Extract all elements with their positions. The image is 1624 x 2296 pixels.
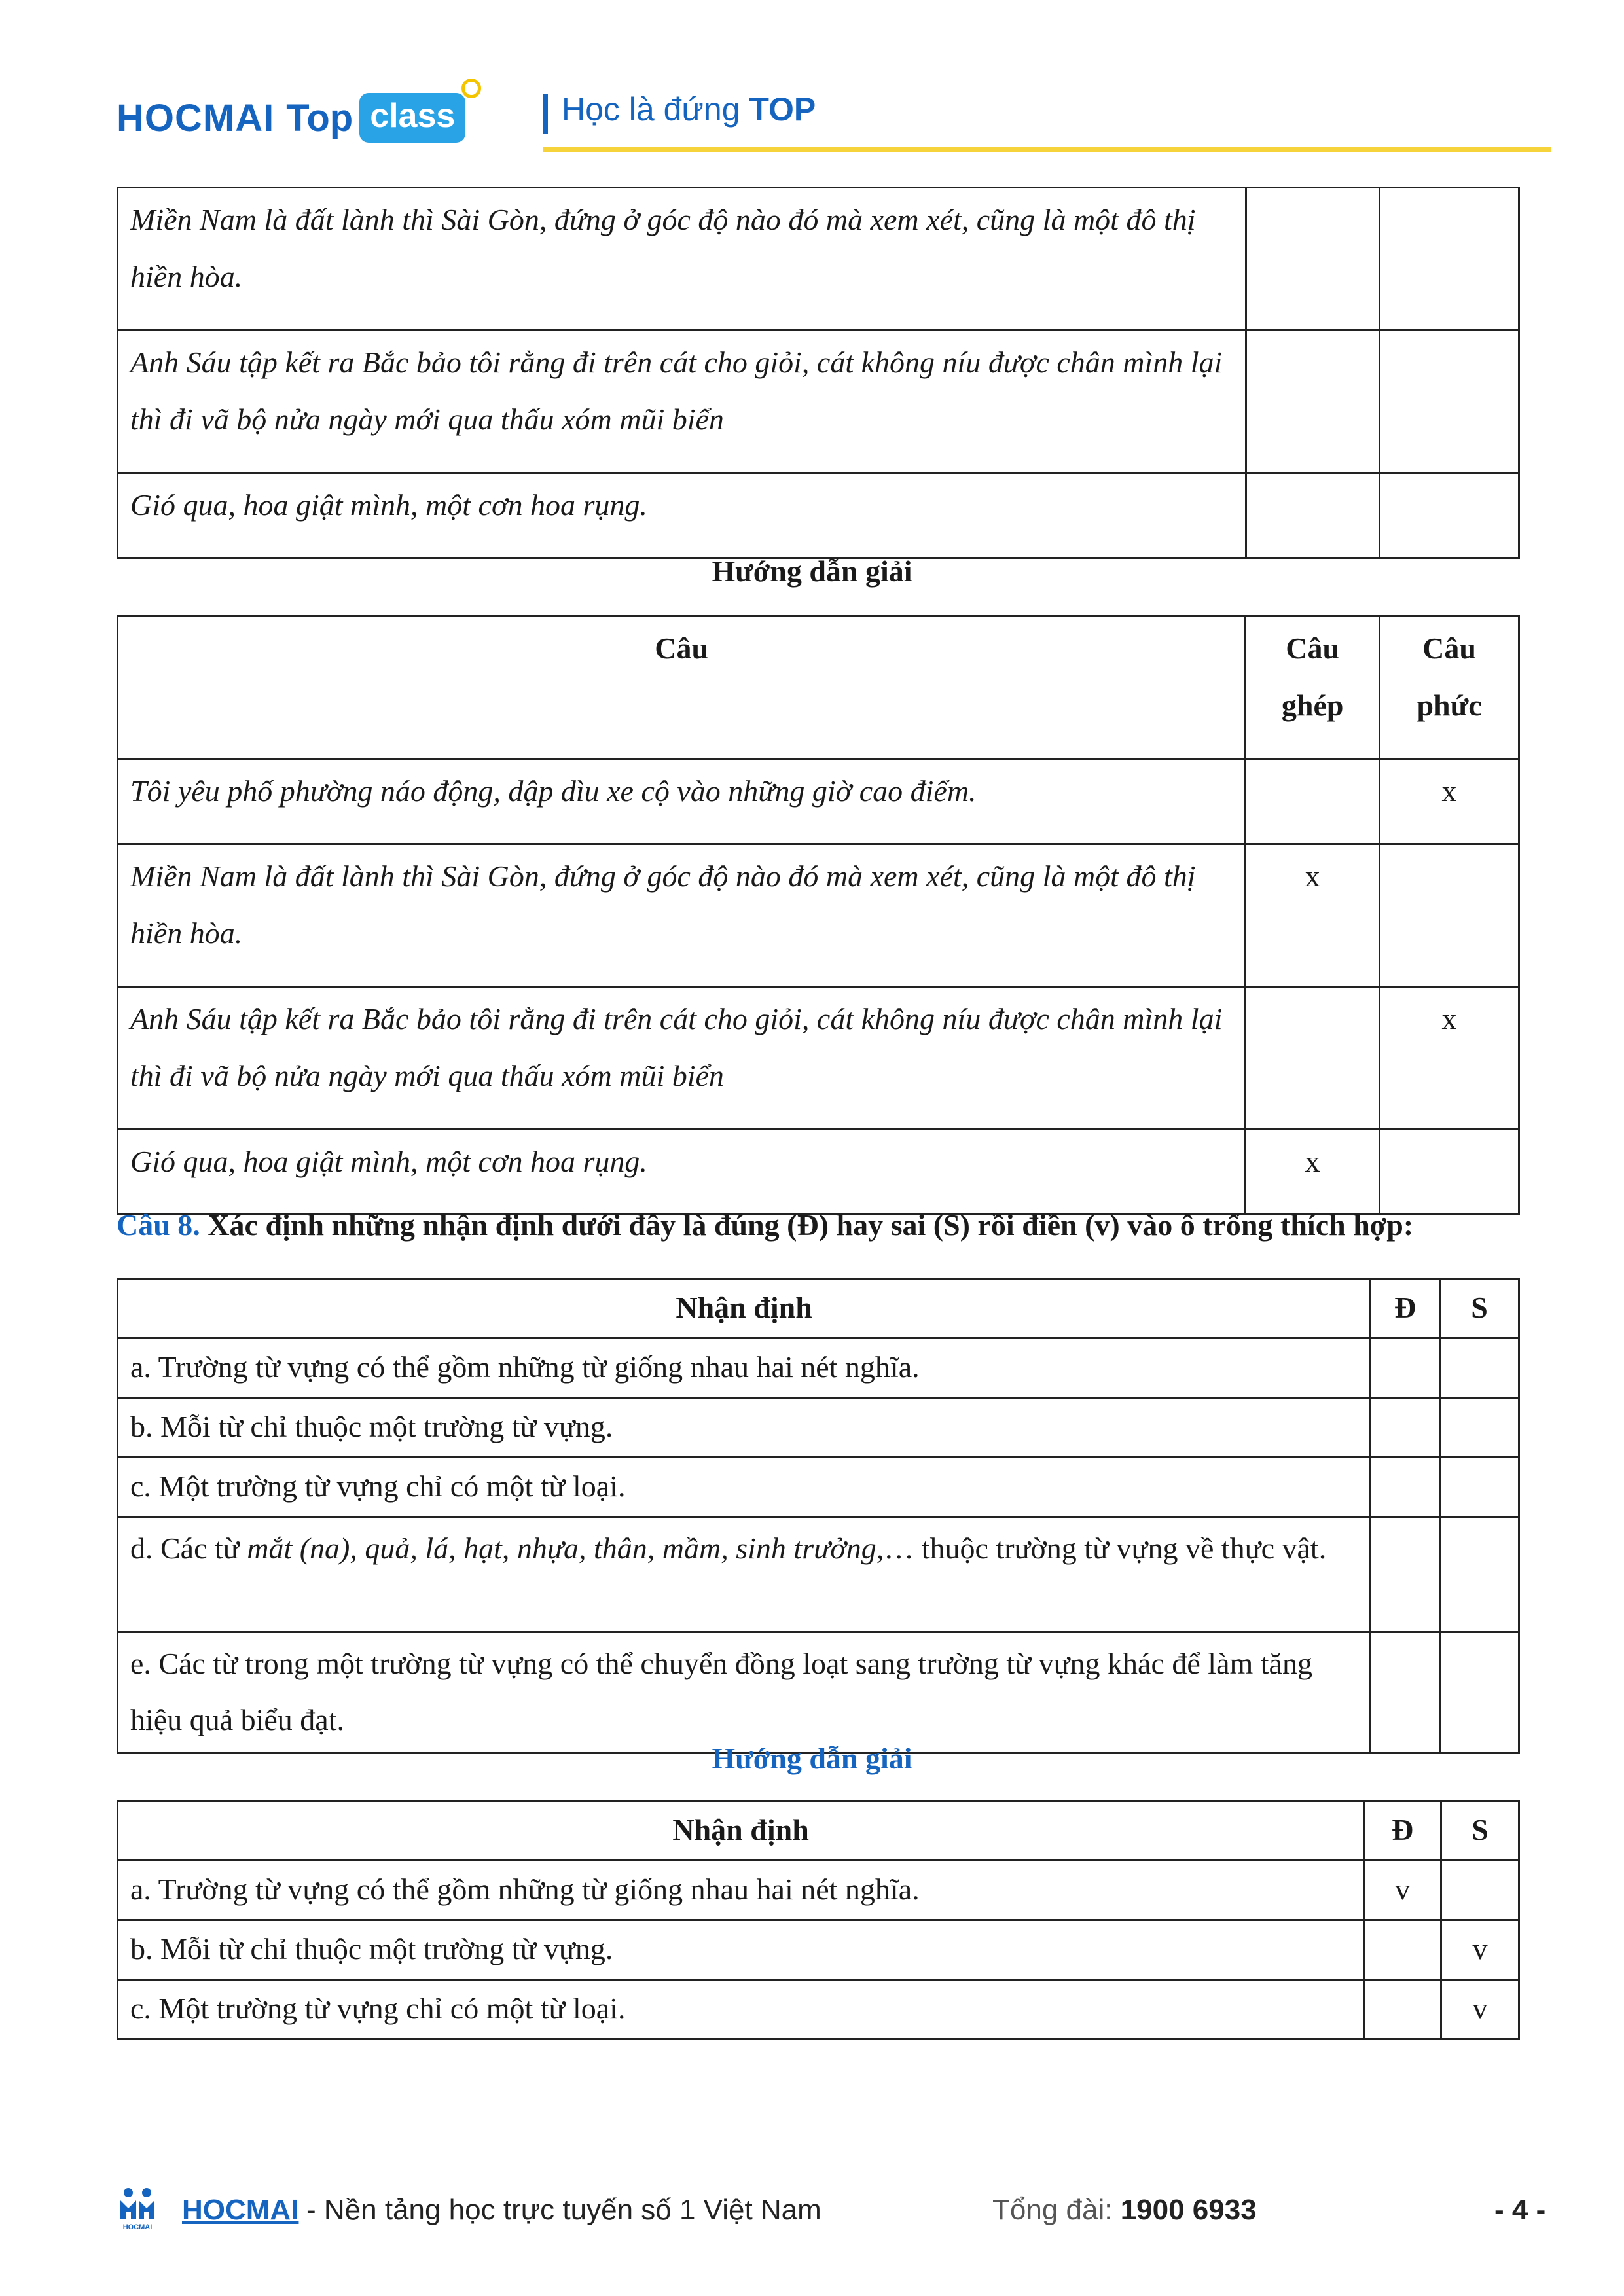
column-header-dung: Đ: [1364, 1801, 1441, 1861]
answer-cell-ghep[interactable]: [1246, 188, 1380, 331]
answer-cell-dung[interactable]: [1371, 1338, 1440, 1398]
mark-cell-dung: v: [1364, 1861, 1441, 1920]
answer-cell-sai[interactable]: [1440, 1398, 1519, 1458]
answer-cell-sai[interactable]: [1440, 1458, 1519, 1517]
table-row: [118, 1338, 1519, 1398]
question-8: [117, 1208, 1413, 1242]
sentence-cell: Anh Sáu tập kết ra Bắc bảo tôi rằng đi trên cát cho giỏi, cát không níu được chân mình lại thì đi vã bộ nửa ngày mới qua thấu xóm mũi biển: [118, 987, 1246, 1130]
statement-d-prefix: d. Các từ: [130, 1532, 247, 1565]
table-header-row: [118, 1279, 1519, 1338]
answer-cell-phuc[interactable]: [1380, 473, 1519, 558]
sentence-cell: Tôi yêu phố phường náo động, dập dìu xe cộ vào những giờ cao điểm.: [118, 759, 1246, 844]
table-row: [118, 1632, 1519, 1753]
exercise-table-statements: [117, 1278, 1520, 1754]
answer-cell-ghep[interactable]: [1246, 331, 1380, 473]
answer-cell-dung[interactable]: [1371, 1398, 1440, 1458]
footer-slogan: - Nền tảng học trực tuyến số 1 Việt Nam: [306, 2194, 821, 2226]
table-row: [118, 1398, 1519, 1458]
tagline-divider: [543, 94, 548, 134]
statement-cell: b. Mỗi từ chỉ thuộc một trường từ vựng.: [118, 1920, 1364, 1980]
sentence-cell: Miền Nam là đất lành thì Sài Gòn, đứng ở góc độ nào đó mà xem xét, cũng là một đô thị hiền hòa.: [118, 188, 1246, 331]
table-row: [118, 1861, 1519, 1920]
statement-cell: c. Một trường từ vựng chỉ có một từ loại.: [118, 1458, 1371, 1517]
answer-cell-sai[interactable]: [1440, 1338, 1519, 1398]
column-header-sai: S: [1441, 1801, 1519, 1861]
statement-cell: e. Các từ trong một trường từ vựng có thể chuyển đồng loạt sang trường từ vựng khác để làm tăng hiệu quả biểu đạt.: [118, 1632, 1371, 1753]
table-header-row: [118, 1801, 1519, 1861]
sentence-cell: Gió qua, hoa giật mình, một cơn hoa rụng.: [118, 1130, 1246, 1215]
mark-cell-ghep: [1246, 987, 1380, 1130]
mark-cell-phuc: [1380, 1130, 1519, 1215]
mark-cell-sai: v: [1441, 1920, 1519, 1980]
footer-brand-link[interactable]: HOCMAI: [182, 2194, 299, 2226]
icon-caption: HOCMAI: [122, 2223, 153, 2231]
sun-icon: [461, 79, 481, 98]
answer-cell-phuc[interactable]: [1380, 331, 1519, 473]
page-footer: [0, 2186, 1624, 2245]
mark-cell-sai: [1441, 1861, 1519, 1920]
statement-cell: c. Một trường từ vựng chỉ có một từ loại.: [118, 1980, 1364, 2039]
mark-cell-phuc: x: [1380, 759, 1519, 844]
solution-table-sentences: [117, 615, 1520, 1215]
statement-cell: [118, 1517, 1371, 1632]
solution-heading-2: Hướng dẫn giải: [712, 1742, 912, 1775]
column-header-cau-phuc: Câu phức: [1380, 617, 1519, 759]
tagline-prefix: Học là đứng: [562, 91, 749, 128]
sentence-cell: Gió qua, hoa giật mình, một cơn hoa rụng.: [118, 473, 1246, 558]
solution-table-statements: [117, 1800, 1520, 2040]
sentence-cell: Anh Sáu tập kết ra Bắc bảo tôi rằng đi trên cát cho giỏi, cát không níu được chân mình lại thì đi vã bộ nửa ngày mới qua thấu xóm mũi biển: [118, 331, 1246, 473]
answer-cell-dung[interactable]: [1371, 1458, 1440, 1517]
answer-cell-ghep[interactable]: [1246, 473, 1380, 558]
table-row: [118, 473, 1519, 558]
tagline: [562, 90, 816, 128]
table-row: [118, 759, 1519, 844]
logo-class-badge: [359, 93, 465, 143]
mark-cell-ghep: x: [1246, 844, 1380, 987]
statement-cell: a. Trường từ vựng có thể gồm những từ giống nhau hai nét nghĩa.: [118, 1861, 1364, 1920]
hocmai-topclass-logo: [117, 92, 465, 144]
statement-d-suffix: ,… thuộc trường từ vựng về thực vật.: [876, 1532, 1327, 1565]
footer-hotline: [992, 2194, 1257, 2227]
question-number: Câu 8.: [117, 1208, 200, 1242]
table-row: [118, 1980, 1519, 2039]
question-text: Xác định những nhận định dưới đây là đúng (Đ) hay sai (S) rồi điền (v) vào ô trống thích hợp:: [200, 1208, 1414, 1242]
statement-cell: a. Trường từ vựng có thể gồm những từ giống nhau hai nét nghĩa.: [118, 1338, 1371, 1398]
answer-cell-phuc[interactable]: [1380, 188, 1519, 331]
table-header-row: [118, 617, 1519, 759]
column-header-cau-ghep: Câu ghép: [1246, 617, 1380, 759]
logo-class-text: class: [370, 97, 456, 135]
sentence-cell: Miền Nam là đất lành thì Sài Gòn, đứng ở góc độ nào đó mà xem xét, cũng là một đô thị hiền hòa.: [118, 844, 1246, 987]
logo-hocmai-text: HOCMAI: [117, 96, 275, 139]
page-header: [0, 0, 1624, 157]
solution-heading: Hướng dẫn giải: [712, 554, 912, 588]
table-row: [118, 1458, 1519, 1517]
mark-cell-ghep: x: [1246, 1130, 1380, 1215]
mark-cell-dung: [1364, 1920, 1441, 1980]
table-row: [118, 1920, 1519, 1980]
column-header-cau: Câu: [118, 617, 1246, 759]
hotline-number: 1900 6933: [1120, 2194, 1257, 2226]
table-row: [118, 987, 1519, 1130]
exercise-table-continued: [117, 187, 1520, 559]
column-header-nhan-dinh: Nhận định: [118, 1801, 1364, 1861]
statement-d-italic-words: mắt (na), quả, lá, hạt, nhựa, thân, mầm, sinh trưởng: [247, 1532, 876, 1565]
column-header-dung: Đ: [1371, 1279, 1440, 1338]
logo-top-text: Top: [286, 96, 353, 139]
table-row: [118, 331, 1519, 473]
answer-cell-sai[interactable]: [1440, 1632, 1519, 1753]
mark-cell-ghep: [1246, 759, 1380, 844]
answer-cell-dung[interactable]: [1371, 1632, 1440, 1753]
hotline-label: Tổng đài:: [992, 2194, 1121, 2226]
page-number: - 4 -: [1494, 2194, 1546, 2226]
mark-cell-phuc: [1380, 844, 1519, 987]
mark-cell-dung: [1364, 1980, 1441, 2039]
hocmai-people-icon: [118, 2186, 157, 2232]
mark-cell-phuc: x: [1380, 987, 1519, 1130]
table-row: [118, 1517, 1519, 1632]
header-underline: [543, 147, 1551, 152]
column-header-sai: S: [1440, 1279, 1519, 1338]
mark-cell-sai: v: [1441, 1980, 1519, 2039]
answer-cell-dung[interactable]: [1371, 1517, 1440, 1632]
table-row: [118, 1130, 1519, 1215]
table-row: [118, 844, 1519, 987]
table-row: [118, 188, 1519, 331]
statement-cell: b. Mỗi từ chỉ thuộc một trường từ vựng.: [118, 1398, 1371, 1458]
tagline-bold: TOP: [749, 91, 816, 128]
column-header-nhan-dinh: Nhận định: [118, 1279, 1371, 1338]
answer-cell-sai[interactable]: [1440, 1517, 1519, 1632]
